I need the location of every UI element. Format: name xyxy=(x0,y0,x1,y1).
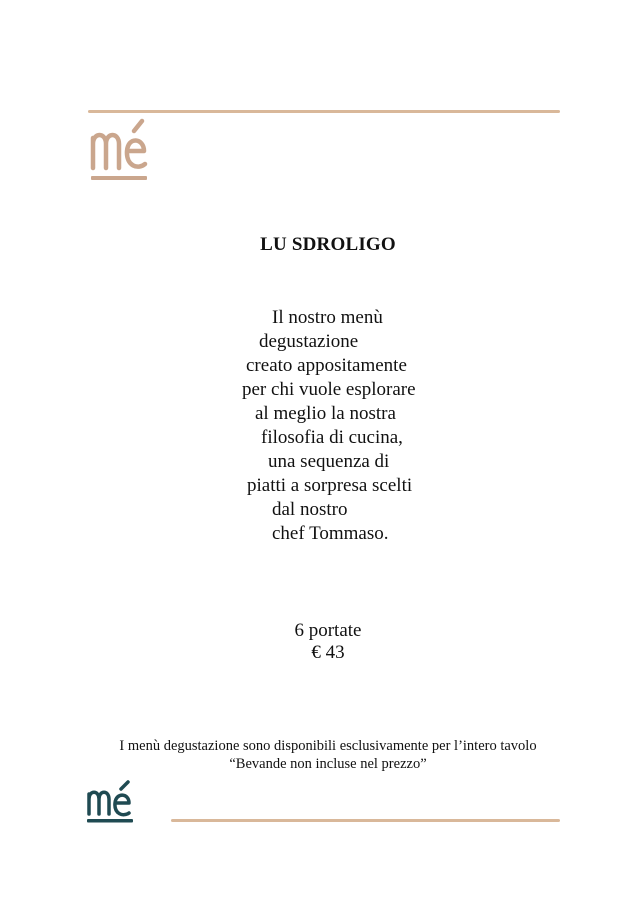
description-line: Il nostro menù xyxy=(272,307,383,328)
drinks-note: “Bevande non incluse nel prezzo” xyxy=(229,756,427,772)
course-count: 6 portate xyxy=(294,620,362,641)
description-line: piatti a sorpresa scelti xyxy=(247,475,413,496)
menu-price: € 43 xyxy=(311,642,345,663)
description-line: filosofia di cucina, xyxy=(261,427,403,448)
description-line: creato appositamente xyxy=(246,355,407,376)
description-line: per chi vuole esplorare xyxy=(242,379,416,400)
me-monogram-icon xyxy=(86,780,134,824)
bottom-divider xyxy=(171,819,560,822)
price-block xyxy=(0,620,640,664)
description-line: al meglio la nostra xyxy=(255,403,396,424)
top-divider xyxy=(88,110,560,113)
description-line: chef Tommaso. xyxy=(272,523,389,544)
footer-notes xyxy=(0,737,640,773)
menu-title: LU SDROLIGO xyxy=(260,234,396,255)
description-line: degustazione xyxy=(259,331,359,352)
description-line: dal nostro xyxy=(272,499,348,520)
description-line: una sequenza di xyxy=(268,451,390,472)
me-monogram-icon xyxy=(88,118,150,182)
availability-note: I menù degustazione sono disponibili esclusivamente per l’intero tavolo xyxy=(119,738,537,754)
